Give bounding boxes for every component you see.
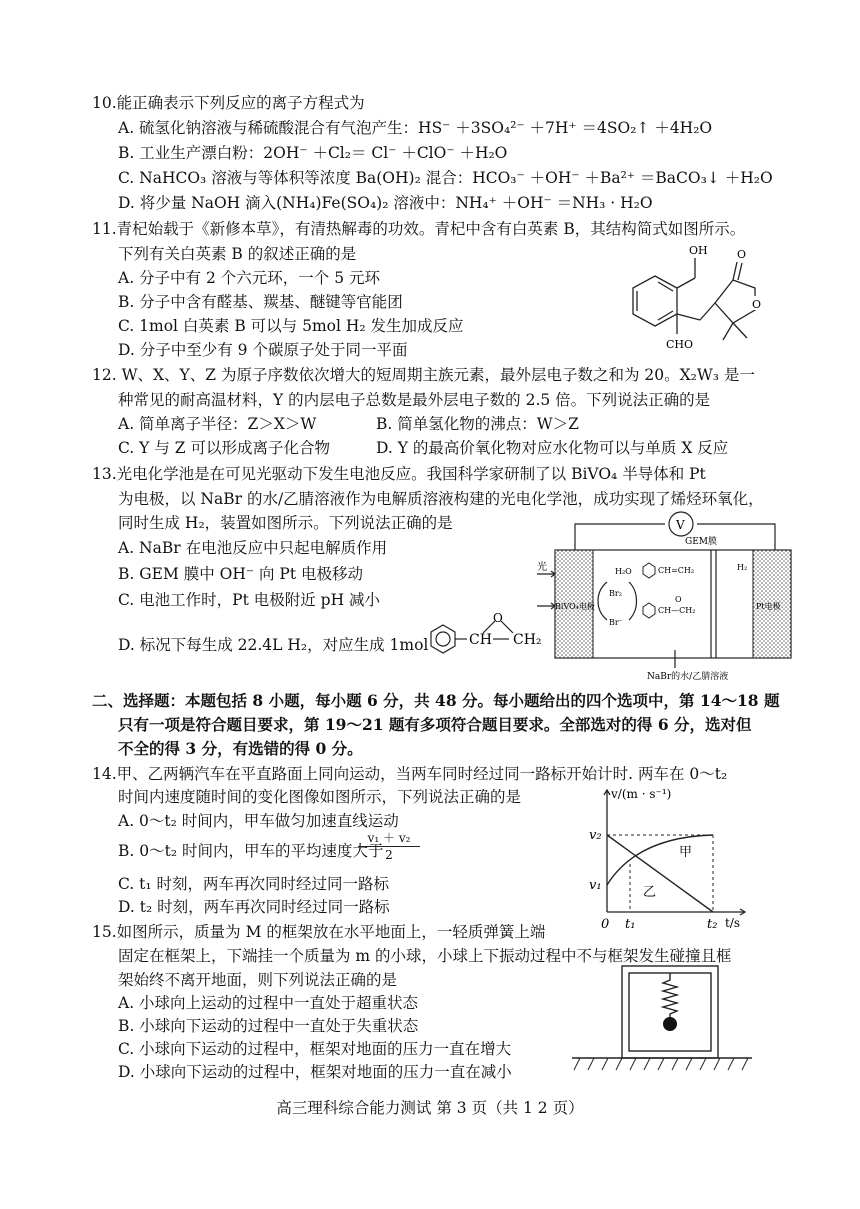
- q10-stem: 10.能正确表示下列反应的离子方程式为: [92, 94, 365, 112]
- q14-chart-ytick-1: v₂: [589, 828, 602, 843]
- q13-fig-voltmeter-label: V: [676, 518, 685, 532]
- q12-option-b: B. 简单氢化物的沸点：W＞Z: [376, 415, 579, 433]
- section2-instructions-cont: 只有一项是符合题目要求，第 19～21 题有多项符合题目要求。全部选对的得 6 分，选对但: [118, 715, 752, 734]
- q13-fig-solution-label: NaBr的水/乙腈溶液: [647, 672, 729, 682]
- q14-chart-xlabel: t/s: [725, 916, 741, 930]
- q14-option-b-denominator: 2: [385, 848, 393, 862]
- q13-cell-figure: [525, 510, 795, 685]
- q13-stem-cont: 为电极，以 NaBr 的水/乙腈溶液作为电解质溶液构建的光电化学池，成功实现了烯烃环氧化，: [118, 490, 764, 508]
- q14-stem: 14.甲、乙两辆汽车在平直路面上同向运动，当两车同时经过同一路标开始计时. 两车在 0～t₂: [92, 765, 728, 783]
- q14-chart-series-1-line: [607, 835, 713, 885]
- q14-option-d: D. t₂ 时刻，两车再次同时经过同一路标: [118, 898, 390, 916]
- q15-option-d: D. 小球向下运动的过程中，框架对地面的压力一直在减小: [118, 1063, 512, 1081]
- q10-option-c: C. NaHCO₃ 溶液与等体积等浓度 Ba(OH)₂ 混合：HCO₃⁻ ＋OH⁻ ＋Ba²⁺ ＝BaCO₃↓ ＋H₂O: [118, 169, 773, 187]
- q14-option-b-numerator: v₁ ＋ v₂: [358, 830, 420, 847]
- q15-stem-cont: 固定在框架上，下端挂一个质量为 m 的小球，小球上下振动过程中不与框架发生碰撞且框: [118, 947, 732, 965]
- q13-option-d-ch2-label: CH₂: [513, 632, 542, 648]
- q14-chart-series-2-label: 乙: [643, 885, 657, 900]
- q11-option-b: B. 分子中含有醛基、羰基、醚键等官能团: [118, 293, 403, 311]
- q12-option-c: C. Y 与 Z 可以形成离子化合物: [118, 439, 330, 457]
- q14-chart-series-2-line: [607, 835, 713, 912]
- q13-option-d-ch-label: CH: [469, 632, 492, 648]
- q14-vt-chart: [585, 782, 760, 932]
- q11-stem: 11.青杞始载于《新修本草》，有清热解毒的功效。青杞中含有白英素 B，其结构简式如图所示。: [92, 220, 746, 238]
- q15-option-a: A. 小球向上运动的过程中一直处于超重状态: [118, 994, 419, 1012]
- q13-stem-cont2: 同时生成 H₂，装置如图所示。下列说法正确的是: [118, 514, 453, 532]
- q13-fig-h2-label: H₂: [737, 563, 748, 572]
- q12-option-a: A. 简单离子半径：Z＞X＞W: [118, 415, 317, 433]
- q11-option-c: C. 1mol 白英素 B 可以与 5mol H₂ 发生加成反应: [118, 317, 464, 335]
- q13-fig-h2o-label: H₂O: [615, 567, 632, 576]
- q14-chart-xtick-1: t₁: [625, 917, 636, 932]
- q13-fig-gem-label: GEM膜: [685, 537, 717, 547]
- q12-option-d: D. Y 的最高价氧化物对应水化物可以与单质 X 反应: [376, 439, 729, 457]
- q13-option-c: C. 电池工作时，Pt 电极附近 pH 减小: [118, 591, 381, 609]
- q14-option-a: A. 0～t₂ 时间内，甲车做匀加速直线运动: [118, 812, 399, 830]
- q11-option-a: A. 分子中有 2 个六元环，一个 5 元环: [118, 269, 380, 287]
- q10-option-a: A. 硫氢化钠溶液与稀硫酸混合有气泡产生：HS⁻ ＋3SO₄²⁻ ＋7H⁺ ＝4SO₂↑ ＋4H₂O: [118, 119, 713, 137]
- q13-fig-br2-label: Br₂: [609, 589, 622, 598]
- section2-instructions: 二、选择题：本题包括 8 小题，每小题 6 分，共 48 分。每小题给出的四个选项中，第 14～18 题: [92, 691, 780, 710]
- q11-stem-cont: 下列有关白英素 B 的叙述正确的是: [118, 245, 357, 263]
- q14-option-b: B. 0～t₂ 时间内，甲车的平均速度大于: [118, 842, 384, 860]
- q13-fig-light-label: 光: [537, 562, 547, 573]
- q11-fig-cho-label: CHO: [666, 338, 694, 351]
- q15-frame-spring-figure: [572, 960, 752, 1075]
- q15-stem-cont2: 架始终不离开地面，则下列说法正确的是: [118, 971, 398, 989]
- q13-option-d-o-label: O: [493, 613, 503, 625]
- q13-fig-pt-label: Pt电极: [756, 602, 781, 611]
- q11-fig-oh-label: OH: [689, 244, 708, 257]
- q11-fig-carbonyl-o-label: O: [737, 248, 747, 261]
- q12-stem: 12. W、X、Y、Z 为原子序数依次增大的短周期主族元素，最外层电子数之和为 20。X₂W₃ 是一: [92, 366, 755, 384]
- q14-stem-cont: 时间内速度随时间的变化图像如图所示，下列说法正确的是: [118, 788, 522, 806]
- q10-option-b: B. 工业生产漂白粉：2OH⁻ ＋Cl₂＝ Cl⁻ ＋ClO⁻ ＋H₂O: [118, 144, 508, 162]
- q15-stem: 15.如图所示，质量为 M 的框架放在水平地面上，一轻质弹簧上端: [92, 923, 546, 941]
- q13-fig-epoxide-o-label: O: [675, 595, 682, 604]
- q13-option-d: D. 标况下每生成 22.4L H₂，对应生成 1mol: [118, 636, 429, 654]
- q13-fig-bivo4-label: BiVO₄电极: [555, 602, 595, 611]
- q14-option-c: C. t₁ 时刻，两车再次同时经过同一路标: [118, 875, 390, 893]
- q14-chart-xtick-0: 0: [601, 917, 610, 932]
- q11-option-d: D. 分子中至少有 9 个碳原子处于同一平面: [118, 341, 408, 359]
- q13-stem: 13.光电化学池是在可见光驱动下发生电池反应。我国科学家研制了以 BiVO₄ 半导体和 Pt: [92, 465, 706, 483]
- q15-option-b: B. 小球向下运动的过程中一直处于失重状态: [118, 1017, 419, 1035]
- q13-option-b: B. GEM 膜中 OH⁻ 向 Pt 电极移动: [118, 565, 364, 583]
- q11-structure-figure: [615, 238, 795, 373]
- q14-chart-xtick-2: t₂: [707, 917, 718, 932]
- page-footer: 高三理科综合能力测试 第 3 页（共 1 2 页）: [276, 1099, 584, 1117]
- q14-option-b-fraction: [358, 830, 420, 863]
- q13-option-a: A. NaBr 在电池反应中只起电解质作用: [118, 539, 388, 557]
- q14-chart-series-1-label: 甲: [679, 845, 693, 860]
- q13-fig-alkene-label: CH=CH₂: [658, 566, 695, 575]
- q14-chart-ylabel: v/(m · s⁻¹): [611, 787, 672, 801]
- q15-option-c: C. 小球向下运动的过程中，框架对地面的压力一直在增大: [118, 1040, 512, 1058]
- q13-fig-br-label: Br⁻: [609, 618, 623, 627]
- q14-chart-ytick-0: v₁: [589, 878, 602, 893]
- q12-stem-cont: 种常见的耐高温材料，Y 的内层电子总数是最外层电子数的 2.5 倍。下列说法正确的是: [118, 391, 711, 409]
- q11-fig-ring-o-label: O: [752, 298, 762, 311]
- q13-fig-epoxide-label: CH—CH₂: [658, 606, 696, 615]
- section2-instructions-cont2: 不全的得 3 分，有选错的得 0 分。: [118, 739, 363, 758]
- q10-option-d: D. 将少量 NaOH 滴入(NH₄)Fe(SO₄)₂ 溶液中：NH₄⁺ ＋OH⁻ ＝NH₃ · H₂O: [118, 194, 653, 212]
